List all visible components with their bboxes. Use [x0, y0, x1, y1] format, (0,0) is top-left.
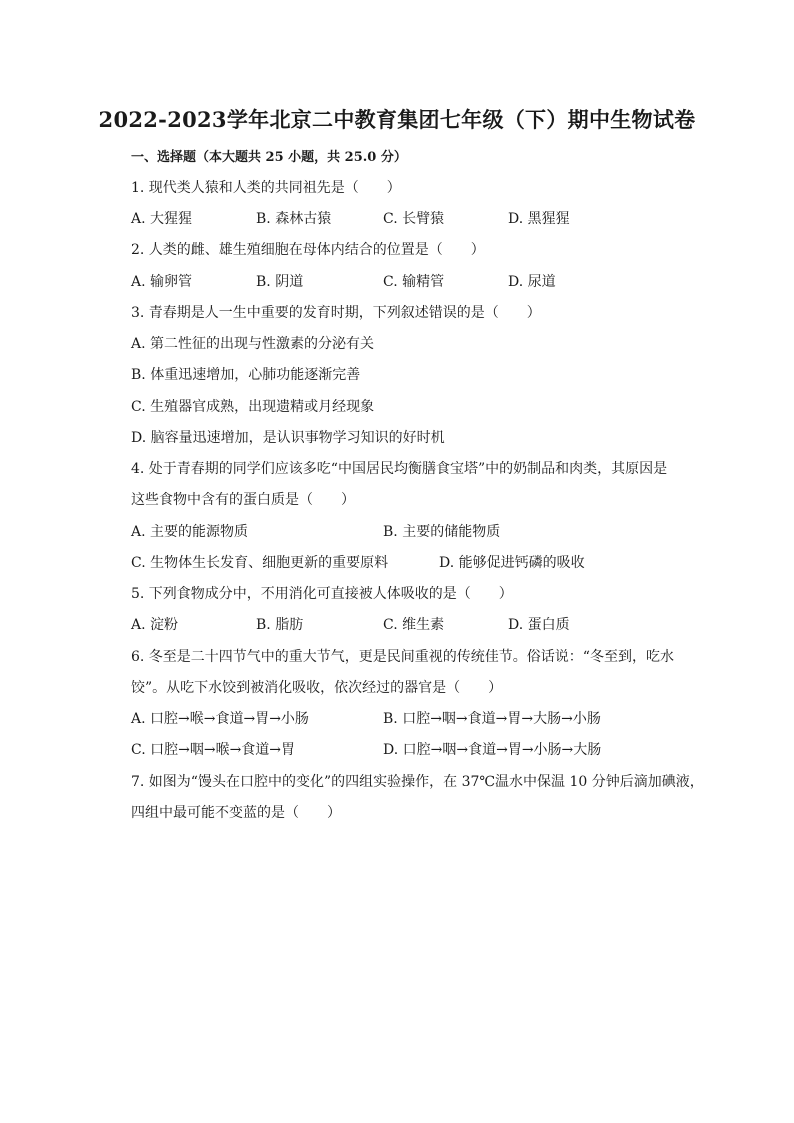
q5-option-a: A. 淀粉	[131, 617, 179, 633]
q1-option-a: A. 大猩猩	[131, 211, 193, 227]
question-3-stem: 3. 青春期是人一生中重要的发育时期，下列叙述错误的是（ ）	[131, 305, 541, 321]
q5-option-d: D. 蛋白质	[508, 617, 570, 633]
q5-option-b: B. 脂肪	[256, 617, 304, 633]
q6-option-b: B. 口腔→咽→食道→胃→大肠→小肠	[383, 711, 601, 727]
section-heading: 一、选择题（本大题共 25 小题，共 25.0 分）	[131, 150, 407, 165]
question-6-stem-cont: 饺”。从吃下水饺到被消化吸收，依次经过的器官是（ ）	[131, 680, 503, 696]
q1-option-d: D. 黑猩猩	[508, 211, 570, 227]
q3-option-d: D. 脑容量迅速增加，是认识事物学习知识的好时机	[131, 430, 445, 446]
question-7-stem-cont: 四组中最可能不变蓝的是（ ）	[131, 805, 341, 821]
q5-option-c: C. 维生素	[383, 617, 445, 633]
question-1-stem: 1. 现代类人猿和人类的共同祖先是（ ）	[131, 180, 401, 196]
q2-option-b: B. 阴道	[256, 274, 304, 290]
q4-option-c: C. 生物体生长发育、细胞更新的重要原料	[131, 555, 389, 571]
q4-option-d: D. 能够促进钙磷的吸收	[439, 555, 585, 571]
exam-title: 2022-2023学年北京二中教育集团七年级（下）期中生物试卷	[98, 107, 696, 132]
question-7-stem: 7. 如图为“馒头在口腔中的变化”的四组实验操作，在 37℃温水中保温 10 分钟后滴加碘液，	[131, 774, 704, 790]
question-4-stem: 4. 处于青春期的同学们应该多吃“中国居民均衡膳食宝塔”中的奶制品和肉类，其原因是	[131, 461, 668, 477]
q6-option-c: C. 口腔→咽→喉→食道→胃	[131, 742, 296, 758]
question-5-stem: 5. 下列食物成分中，不用消化可直接被人体吸收的是（ ）	[131, 586, 513, 602]
question-6-stem: 6. 冬至是二十四节气中的重大节气，更是民间重视的传统佳节。俗话说：“冬至到，吃水	[131, 649, 674, 665]
q6-option-a: A. 口腔→喉→食道→胃→小肠	[131, 711, 309, 727]
q1-option-b: B. 森林古猿	[256, 211, 332, 227]
q3-option-b: B. 体重迅速增加，心肺功能逐渐完善	[131, 367, 361, 383]
q2-option-a: A. 输卵管	[131, 274, 193, 290]
question-4-stem-cont: 这些食物中含有的蛋白质是（ ）	[131, 492, 355, 508]
q1-option-c: C. 长臂猿	[383, 211, 445, 227]
question-2-stem: 2. 人类的雌、雄生殖细胞在母体内结合的位置是（ ）	[131, 242, 485, 258]
q6-option-d: D. 口腔→咽→食道→胃→小肠→大肠	[383, 742, 602, 758]
q4-option-a: A. 主要的能源物质	[131, 524, 249, 540]
q4-option-b: B. 主要的储能物质	[383, 524, 501, 540]
q3-option-c: C. 生殖器官成熟，出现遗精或月经现象	[131, 399, 375, 415]
q3-option-a: A. 第二性征的出现与性激素的分泌有关	[131, 336, 375, 352]
q2-option-c: C. 输精管	[383, 274, 445, 290]
q2-option-d: D. 尿道	[508, 274, 556, 290]
